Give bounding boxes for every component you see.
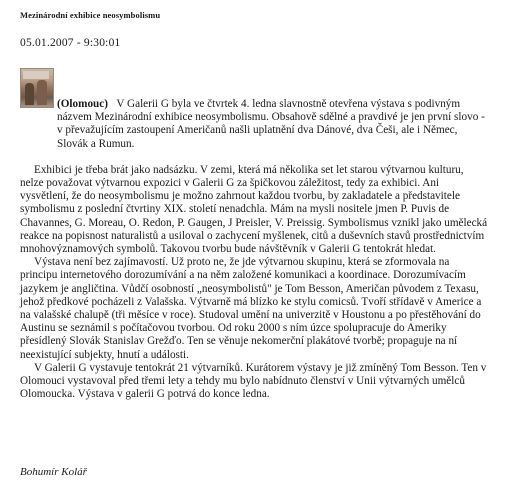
article-datetime: 05.01.2007 - 9:30:01 xyxy=(20,37,121,49)
paragraph-gap xyxy=(20,151,488,164)
body-paragraph-1: Exhibici je třeba brát jako nadsázku. V zemi, která má několika set let starou výtvarnou kulturu, nelze považovat výtvarnou expozici v Galerii G za špičkovou záležitost, tedy za exhibici. Ani vysvětlení, že do neosymbolismu je možno zahrnout každou tvorbu, by zakladatele a představitele symbolismu z poslední čtvrtiny XIX. století nenadchla. Mám na mysli nositele jmen P. Puvis de Chavannes, G. Moreau, O. Redon, P. Gaugen, J Preisler, V. Preissig. Symbolismus vznikl jako umělecká reakce na popisnost naturalistů a usiloval o zachycení myšlenek, citů a duševních stavů prostřednictvím mnohovýznamových symbolů. Takovou tvorbu bude návštěvník v Galerii G tentokrát hledat. xyxy=(20,163,488,256)
location-label: (Olomouc) xyxy=(57,98,108,110)
author-signature: Bohumír Kolář xyxy=(20,466,87,478)
lead-paragraph xyxy=(20,98,488,151)
article-body xyxy=(20,98,488,401)
body-paragraph-2: Výstava není bez zajímavostí. Už proto ne, že jde výtvarnou skupinu, která se zformovala na principu internetového dorozumívání a na něm založené komunikaci a koordinace. Dorozumívacím jazykem je angličtina. Vůdčí osobností „neosymbolistů" je Tom Besson, Američan původem z Texasu, jehož předkové pocházeli z Valašska. Výtvarně má blízko ke stylu comicsů. Tvoří střídavě v Americe a na valašské chalupě (tři měsíce v roce). Studoval umění na univerzitě v Houstonu a po přestěhování do Austinu se seznámil s počítačovou tvorbou. Od roku 2000 s ním úzce spolupracuje do Ameriky přesídlený Slovák Stanislav Grežďo. Ten se věnuje nekomerční plakátové tvorbě; propaguje na ní neexistující subjekty, hnutí a události. xyxy=(20,256,482,361)
lead-text: V Galerii G byla ve čtvrtek 4. ledna slavnostně otevřena výstava s podivným názvem Mezinárodní exhibice neosymbolismu. Obsahově sdělné a pravdivé je jen první slovo - v převažujícím zastoupení Američanů našli uplatnění dva Dánové, dva Češi, ale i Němec, Slovák a Rumun. xyxy=(57,98,485,150)
thumbnail-painting-shape xyxy=(23,71,49,79)
body-paragraph-3: V Galerii G vystavuje tentokrát 21 výtvarníků. Kurátorem výstavy je již zmíněný Tom Besson. Ten v Olomouci vystavoval před třemi lety a tehdy mu bylo nabídnuto členství v Unii výtvarných umělců Olomoucka. Výstava v galerii G potrvá do konce ledna. xyxy=(20,361,487,401)
article-title: Mezinárodní exhibice neosymbolismu xyxy=(20,10,161,20)
